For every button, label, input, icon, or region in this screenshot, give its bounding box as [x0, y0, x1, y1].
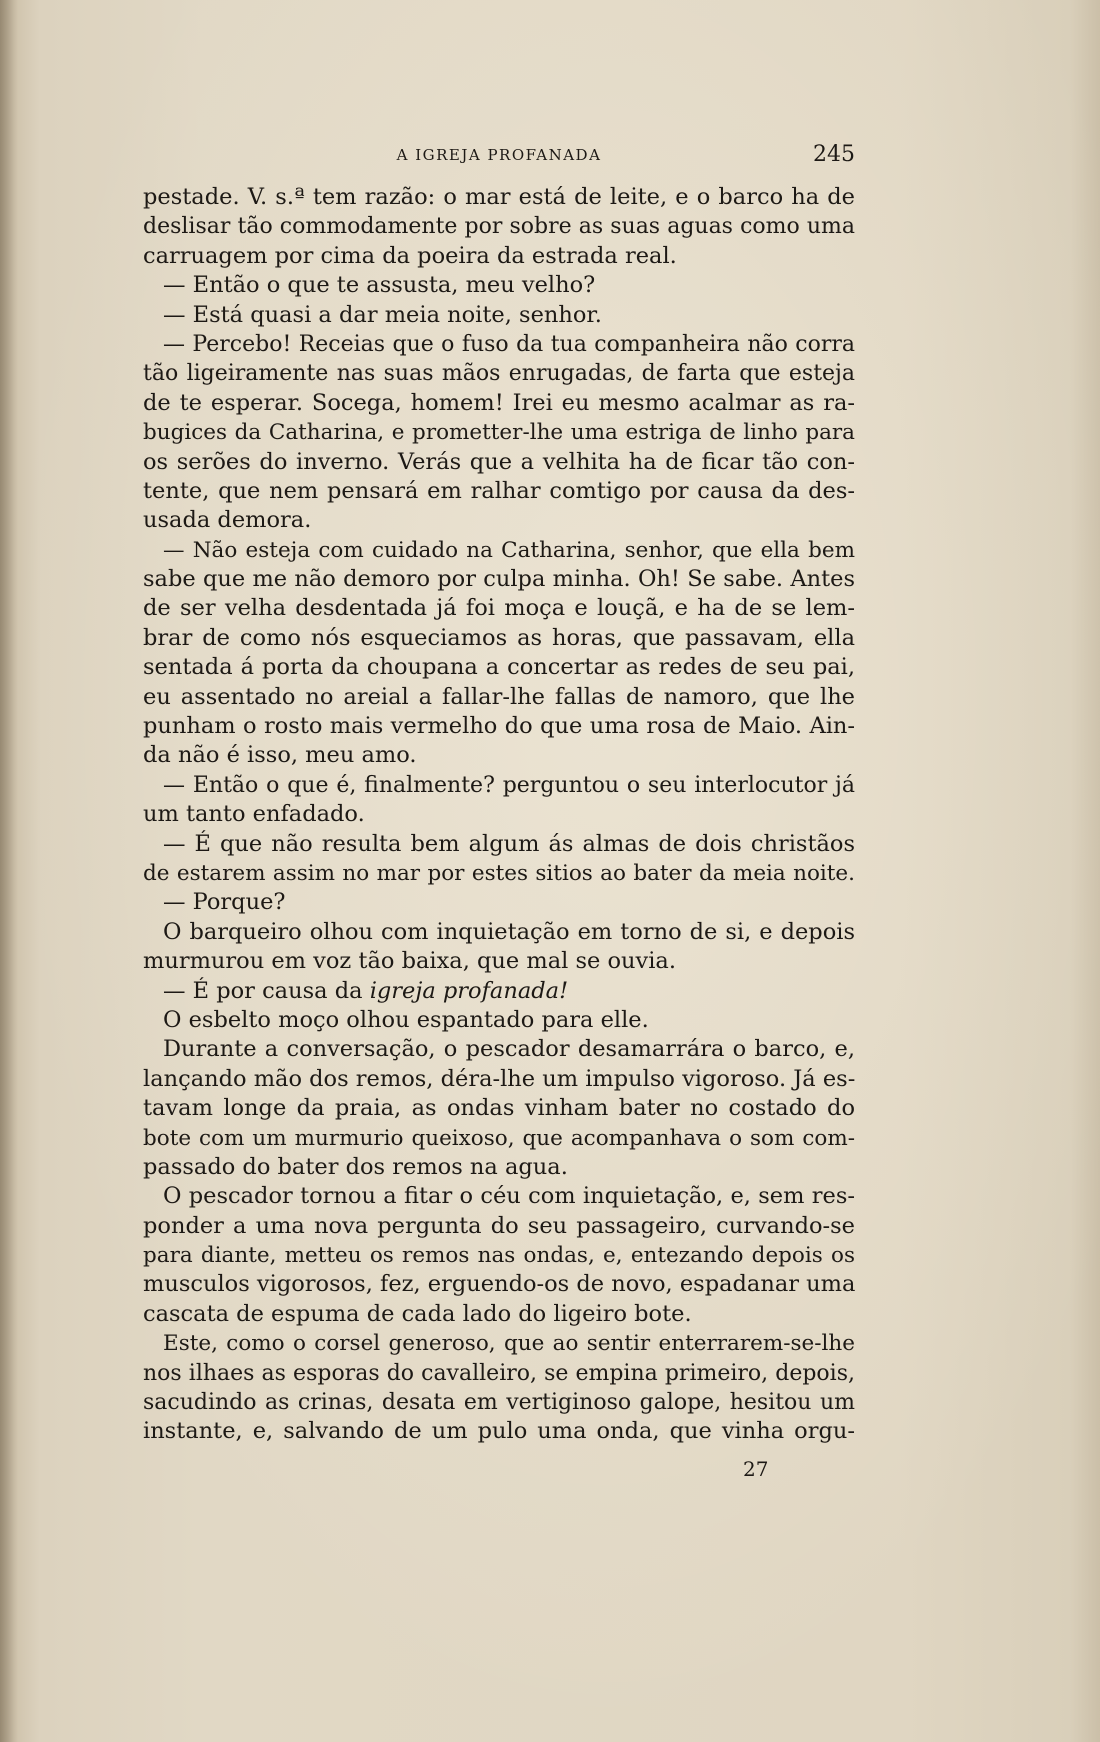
text-line: brar de como nós esqueciamos as horas, que passavam, ella [143, 624, 855, 651]
italic-phrase: igreja profanada! [369, 977, 569, 1004]
text-line: sabe que me não demoro por culpa minha. Oh! Se sabe. Antes [143, 566, 855, 593]
body-text [143, 183, 855, 1447]
text-line: de te esperar. Socega, homem! Irei eu mesmo acalmar as ra- [143, 389, 855, 416]
text-line: passado do bater dos remos na agua. [143, 1153, 568, 1180]
text-line: punham o rosto mais vermelho do que uma rosa de Maio. Ain- [143, 713, 855, 740]
signature-mark: 27 [743, 1457, 769, 1481]
text-line: pestade. V. s.ª tem razão: o mar está de leite, e o barco ha de [143, 184, 855, 210]
text-line: um tanto enfadado. [143, 801, 365, 828]
text-line: — É que não resulta bem algum ás almas de dois christãos [163, 830, 855, 857]
text-line: Este, como o corsel generoso, que ao sentir enterrarem-se-lhe [163, 1331, 855, 1357]
text-line: musculos vigorosos, fez, erguendo-os de novo, espadanar uma [143, 1271, 856, 1298]
text-line: lançando mão dos remos, déra-lhe um impulso vigoroso. Já es- [143, 1065, 856, 1092]
text-line: bugices da Catharina, e prometter-lhe uma estriga de linho para [143, 420, 855, 446]
text-line: — Então o que te assusta, meu velho? [163, 272, 596, 299]
running-title: A IGREJA PROFANADA [396, 146, 602, 164]
text-line: tente, que nem pensará em ralhar comtigo por causa da des- [143, 477, 855, 504]
text-line: para diante, metteu os remos nas ondas, e, entezando depois os [143, 1243, 855, 1269]
text-line: cascata de espuma de cada lado do ligeiro bote. [143, 1300, 692, 1327]
text-line: ponder a uma nova pergunta do seu passageiro, curvando-se [143, 1212, 855, 1239]
text-line: tão ligeiramente nas suas mãos enrugadas, de farta que esteja [143, 361, 855, 387]
text-line: deslisar tão commodamente por sobre as suas aguas como uma [143, 214, 855, 240]
text-line: eu assentado no areial a fallar-lhe fallas de namoro, que lhe [143, 683, 855, 710]
page-number: 245 [813, 142, 855, 167]
text-line: — Percebo! Receias que o fuso da tua companheira não corra [163, 331, 855, 357]
text-line: sacudindo as crinas, desata em vertiginoso galope, hesitou um [143, 1390, 855, 1416]
text-line: da não é isso, meu amo. [143, 742, 417, 769]
text-line: O barqueiro olhou com inquietação em torno de si, e depois [163, 918, 855, 945]
text-line: — Está quasi a dar meia noite, senhor. [163, 301, 602, 328]
text-line: sentada á porta da choupana a concertar as redes de seu pai, [143, 654, 855, 681]
text-line: usada demora. [143, 507, 312, 534]
text-line: de estarem assim no mar por estes sitios ao bater da meia noite. [143, 860, 855, 886]
text-line: tavam longe da praia, as ondas vinham bater no costado do [143, 1095, 855, 1122]
text-line: — É por causa da igreja profanada! [163, 977, 569, 1004]
text-line: carruagem por cima da poeira da estrada real. [143, 242, 677, 269]
text-line: instante, e, salvando de um pulo uma onda, que vinha orgu- [143, 1418, 855, 1445]
text-line: — Então o que é, finalmente? perguntou o seu interlocutor já [163, 772, 855, 798]
text-line: bote com um murmurio queixoso, que acompanhava o som com- [143, 1125, 855, 1151]
text-line: de ser velha desdentada já foi moça e louçã, e ha de se lem- [143, 595, 855, 622]
text-line: nos ilhaes as esporas do cavalleiro, se empina primeiro, depois, [143, 1360, 855, 1386]
text-line: — Porque? [163, 889, 286, 916]
text-line: O esbelto moço olhou espantado para elle. [163, 1006, 649, 1033]
binding-shadow [0, 0, 18, 1742]
text-line: os serões do inverno. Verás que a velhita ha de ficar tão con- [143, 448, 855, 475]
text-line: Durante a conversação, o pescador desamarrára o barco, e, [163, 1036, 855, 1063]
text-line: — Não esteja com cuidado na Catharina, senhor, que ella bem [163, 537, 855, 563]
text-line: O pescador tornou a fitar o céu com inquietação, e, sem res- [163, 1183, 855, 1210]
text-line: murmurou em voz tão baixa, que mal se ouvia. [143, 948, 676, 975]
page-header [143, 142, 855, 170]
